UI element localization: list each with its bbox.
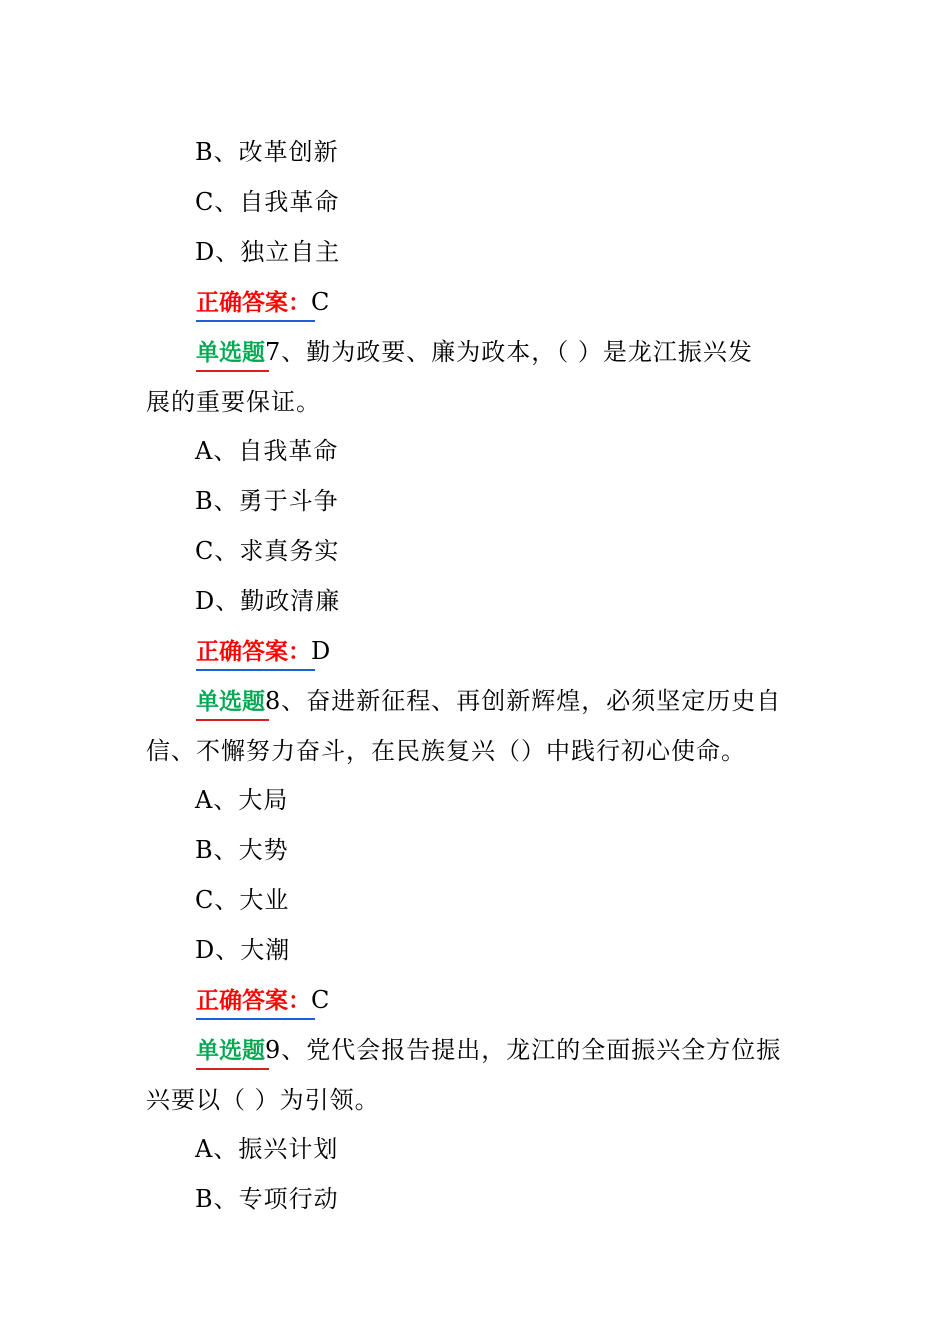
question-type-label: 单选题 bbox=[196, 685, 265, 719]
answer-value: C bbox=[311, 288, 331, 316]
answer-label: 正确答案： bbox=[196, 286, 311, 320]
q6-option-c: C、自我革命 bbox=[195, 188, 340, 216]
q8-answer bbox=[196, 983, 330, 1018]
q8-option-d: D、大潮 bbox=[195, 936, 291, 964]
answer-label: 正确答案： bbox=[196, 984, 311, 1018]
question-type-label: 单选题 bbox=[196, 1034, 265, 1068]
q8-option-c: C、大业 bbox=[195, 886, 290, 914]
q6-option-d: D、独立自主 bbox=[195, 238, 341, 266]
answer-value: C bbox=[311, 986, 331, 1014]
answer-label: 正确答案： bbox=[196, 635, 311, 669]
q7-option-d: D、勤政清廉 bbox=[195, 587, 341, 615]
q7-question-line1 bbox=[196, 335, 753, 370]
answer-value: D bbox=[311, 637, 332, 665]
question-type-label: 单选题 bbox=[196, 336, 265, 370]
question-text: 8、奋进新征程、再创新辉煌，必须坚定历史自 bbox=[265, 687, 782, 715]
q7-answer bbox=[196, 634, 331, 669]
q8-question-line2: 信、不懈努力奋斗，在民族复兴（）中践行初心使命。 bbox=[146, 737, 746, 765]
q8-question-line1 bbox=[196, 684, 781, 719]
q8-option-a: A、大局 bbox=[195, 786, 289, 814]
q9-question-line1 bbox=[196, 1033, 781, 1068]
question-text: 9、党代会报告提出，龙江的全面振兴全方位振 bbox=[265, 1036, 782, 1064]
q6-option-b: B、改革创新 bbox=[195, 138, 339, 166]
q7-option-c: C、求真务实 bbox=[195, 537, 340, 565]
q7-option-b: B、勇于斗争 bbox=[195, 487, 339, 515]
q9-option-a: A、振兴计划 bbox=[195, 1135, 339, 1163]
q6-answer bbox=[196, 285, 330, 320]
q8-option-b: B、大势 bbox=[195, 836, 289, 864]
question-text: 7、勤为政要、廉为政本，（ ）是龙江振兴发 bbox=[265, 338, 753, 366]
q7-option-a: A、自我革命 bbox=[195, 437, 339, 465]
q9-question-line2: 兴要以（ ）为引领。 bbox=[146, 1086, 380, 1114]
q7-question-line2: 展的重要保证。 bbox=[146, 388, 321, 416]
q9-option-b: B、专项行动 bbox=[195, 1185, 339, 1213]
